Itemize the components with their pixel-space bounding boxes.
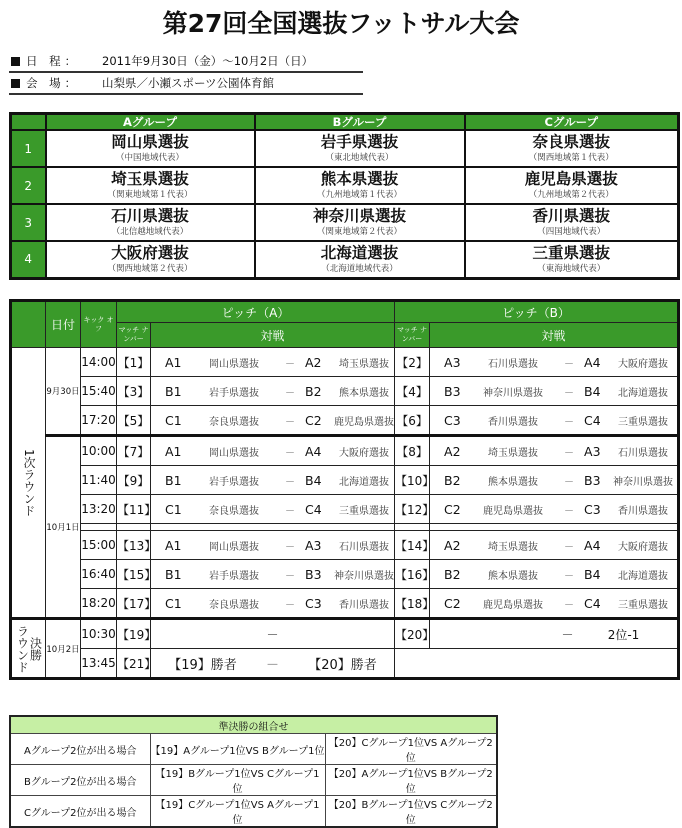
team-name: 埼玉県選抜 <box>488 541 539 553</box>
matchup <box>151 596 394 611</box>
team-code: B4 <box>584 566 601 582</box>
team-code: C1 <box>165 501 182 517</box>
team-code: B2 <box>444 472 461 488</box>
team-name: 香川県選抜 <box>532 207 610 225</box>
team-name: 岩手県選抜 <box>209 387 259 399</box>
group-team-cell <box>255 241 465 278</box>
kickoff-time: 17:20 <box>81 406 117 436</box>
empty-cell <box>395 649 679 679</box>
match-number: 【9】 <box>117 466 151 495</box>
seed-number: 3 <box>11 204 46 241</box>
team-name: 北海道選抜 <box>618 387 669 399</box>
pitch-b-match <box>430 436 679 466</box>
match-number: 【7】 <box>117 436 151 466</box>
match-number: 【19】 <box>117 619 151 649</box>
matchup <box>151 413 394 428</box>
team-name: 埼玉県選抜 <box>488 447 539 459</box>
team-region: （関西地域第２代表） <box>107 263 193 274</box>
team-name: 大阪府選抜 <box>111 243 189 262</box>
dash: － <box>285 447 295 459</box>
team-name: 石川県選抜 <box>339 541 389 553</box>
kickoff-time: 13:20 <box>81 495 117 524</box>
team-name: 神奈川県選抜 <box>334 570 394 582</box>
matchup <box>151 538 394 553</box>
matchup <box>151 473 394 488</box>
dash: － <box>564 570 575 582</box>
semifinal-case: Bグループ2位が出る場合 <box>10 765 150 796</box>
seed-number: 2 <box>11 167 46 204</box>
team-name: 大阪府選抜 <box>618 358 669 370</box>
semifinal-title: 準決勝の組合せ <box>10 716 497 734</box>
seed-number: 1 <box>11 130 46 167</box>
pitch-a-match <box>151 466 395 495</box>
pitch-b-match <box>430 377 679 406</box>
match-number: 【4】 <box>395 377 430 406</box>
groups-table <box>9 112 680 280</box>
final-round-label <box>11 619 46 679</box>
team-code: C1 <box>165 412 182 428</box>
match-number: 【10】 <box>395 466 430 495</box>
team-region: （北海道地域代表） <box>321 263 398 274</box>
kickoff-time: 18:20 <box>81 589 117 619</box>
team-name: 石川県選抜 <box>618 447 669 459</box>
kickoff-time: 10:30 <box>81 619 117 649</box>
dash: － <box>285 416 295 428</box>
group-row <box>11 130 679 167</box>
team-code: B3 <box>305 566 322 582</box>
team-name: 奈良県選抜 <box>532 133 610 151</box>
match-number: 【3】 <box>117 377 151 406</box>
team-code: C2 <box>444 595 461 611</box>
match-number: 【14】 <box>395 531 430 560</box>
pitch-b-match <box>430 406 679 436</box>
group-team-cell <box>255 130 465 167</box>
semifinal-pairing: 【20】Cグループ1位VS Aグループ2位 <box>325 734 497 765</box>
team-name: 石川県選抜 <box>111 207 189 225</box>
pitch-b-match <box>430 589 679 619</box>
group-header: Cグループ <box>465 114 679 131</box>
group-team-cell <box>46 167 255 204</box>
matchup <box>430 384 677 399</box>
team-name: 鹿児島県選抜 <box>334 416 394 428</box>
team-code: B1 <box>165 472 182 488</box>
team-code: C4 <box>584 595 601 611</box>
team-code: B1 <box>165 383 182 399</box>
pitch-a-match <box>151 495 395 524</box>
matchup <box>430 473 677 488</box>
final-row <box>11 649 679 679</box>
spacer <box>117 524 151 531</box>
match-number: 【12】 <box>395 495 430 524</box>
team-code: C3 <box>444 412 461 428</box>
team-name: 神奈川県選抜 <box>483 387 544 399</box>
header-pitch-a: ピッチ（A） <box>117 301 395 323</box>
team-code: C2 <box>305 412 322 428</box>
matchup <box>151 355 394 370</box>
group-team-cell <box>465 130 679 167</box>
dash: － <box>285 599 295 611</box>
team-code: A1 <box>165 537 182 553</box>
pitch-a-match <box>151 348 395 377</box>
team-code: A2 <box>444 443 461 459</box>
match-number: 【8】 <box>395 436 430 466</box>
match-number: 【17】 <box>117 589 151 619</box>
semifinal-pairing: 【19】Bグループ1位VS Cグループ1位 <box>150 765 325 796</box>
group-team-cell <box>465 241 679 278</box>
semifinal-case: Cグループ2位が出る場合 <box>10 796 150 828</box>
final-label-part: 決勝 <box>28 636 43 661</box>
dash: － <box>285 541 295 553</box>
team-code: B4 <box>305 472 322 488</box>
dash: － <box>564 599 575 611</box>
team-code: C4 <box>305 501 322 517</box>
dash: － <box>285 570 295 582</box>
dash: － <box>285 505 295 517</box>
team-region: （東北地域代表） <box>325 153 394 163</box>
team-name: 香川県選抜 <box>618 505 669 517</box>
matchup <box>151 502 394 517</box>
round1-label-text: 1次ラウンド <box>22 448 36 517</box>
team-name: 岩手県選抜 <box>209 476 259 488</box>
semifinal-row <box>10 765 497 796</box>
match-number: 【6】 <box>395 406 430 436</box>
final-round-label-text <box>16 625 42 673</box>
seed-number: 4 <box>11 241 46 278</box>
page-title: 第27回全国選抜フットサル大会 <box>162 9 520 38</box>
matchup <box>430 444 677 459</box>
team-name: 鹿児島県選抜 <box>483 599 544 611</box>
team-code: A3 <box>584 443 601 459</box>
header-blank <box>11 301 46 348</box>
match-number: 【11】 <box>117 495 151 524</box>
team-name: 北海道選抜 <box>618 570 669 582</box>
match-row <box>11 466 679 495</box>
group-row <box>11 167 679 204</box>
kickoff-time: 13:45 <box>81 649 117 679</box>
matchup <box>430 538 677 553</box>
team-name: 大阪府選抜 <box>339 447 389 459</box>
team-name: 北海道選抜 <box>320 243 399 262</box>
group-row <box>11 241 679 278</box>
schedule-table <box>9 299 680 680</box>
header-match-no: マッチ ナンバー <box>117 323 151 348</box>
match-number: 【16】 <box>395 560 430 589</box>
info-venue <box>9 74 363 95</box>
team-code: A1 <box>165 443 182 459</box>
kickoff-time: 11:40 <box>81 466 117 495</box>
pitch-b-match <box>430 466 679 495</box>
match-date: 10月1日 <box>46 436 81 619</box>
team-name: 奈良県選抜 <box>209 599 259 611</box>
matchup <box>151 444 394 459</box>
team-region: （北信越地域代表） <box>111 227 189 237</box>
team-name: 埼玉県選抜 <box>339 358 389 370</box>
match-number: 【5】 <box>117 406 151 436</box>
final-match <box>151 649 395 679</box>
semifinal-pairing: 【19】Aグループ1位VS Bグループ1位 <box>150 734 325 765</box>
team-region: （関東地域第１代表） <box>107 190 193 200</box>
dash: － <box>564 387 575 399</box>
group-team-cell <box>46 241 255 278</box>
match-row <box>11 531 679 560</box>
dash: － <box>285 358 295 370</box>
team-region: （九州地域第２代表） <box>528 190 614 200</box>
team-name: 神奈川県選抜 <box>613 476 674 488</box>
group-header: Aグループ <box>46 114 255 131</box>
dash: － <box>564 358 575 370</box>
team-code: A1 <box>165 354 182 370</box>
spacer <box>81 524 117 531</box>
pitch-a-match <box>151 619 395 649</box>
team-name: 熊本県選抜 <box>488 476 539 488</box>
spacer <box>430 524 679 531</box>
team-name: 熊本県選抜 <box>339 387 389 399</box>
dash: － <box>266 627 279 642</box>
team-name: 三重県選抜 <box>618 416 669 428</box>
kickoff-time: 10:00 <box>81 436 117 466</box>
group-team-cell <box>46 204 255 241</box>
team-code: A2 <box>444 537 461 553</box>
team-name: 奈良県選抜 <box>209 505 259 517</box>
group-row <box>11 204 679 241</box>
semifinal-pairing: 【19】Cグループ1位VS Aグループ1位 <box>150 796 325 828</box>
final-right: 【20】勝者 <box>308 657 377 673</box>
pitch-a-match <box>151 531 395 560</box>
group-header: Bグループ <box>255 114 465 131</box>
match-row <box>11 495 679 524</box>
dash: － <box>561 627 574 642</box>
team-code: C3 <box>584 501 601 517</box>
team-name: 三重県選抜 <box>339 505 389 517</box>
team-name: 岡山県選抜 <box>111 133 189 151</box>
team-name: 岩手県選抜 <box>320 133 399 151</box>
team-name: 香川県選抜 <box>488 416 539 428</box>
team-region: （東海地域代表） <box>537 263 606 274</box>
team-name: 北海道選抜 <box>339 476 389 488</box>
pitch-a-match <box>151 406 395 436</box>
semifinal-pairing: 【20】Bグループ1位VS Cグループ2位 <box>325 796 497 828</box>
square-bullet-icon <box>11 57 20 66</box>
matchup <box>430 567 677 582</box>
pitch-b-match <box>430 348 679 377</box>
match-row <box>11 436 679 466</box>
header-versus: 対戦 <box>151 323 395 348</box>
semifinal-row <box>10 796 497 828</box>
spacer <box>151 524 395 531</box>
team-name: 三重県選抜 <box>618 599 669 611</box>
team-name: 熊本県選抜 <box>488 570 539 582</box>
team-code: C4 <box>584 412 601 428</box>
group-team-cell <box>465 204 679 241</box>
group-team-cell <box>46 130 255 167</box>
final-row <box>11 619 679 649</box>
kickoff-time: 15:40 <box>81 377 117 406</box>
seed-note: 2位-1 <box>607 627 640 642</box>
team-region: （関西地域第１代表） <box>528 153 614 163</box>
info-schedule <box>9 52 363 73</box>
semifinal-table <box>9 715 498 828</box>
team-code: C3 <box>305 595 322 611</box>
team-name: 大阪府選抜 <box>618 541 669 553</box>
match-row <box>11 406 679 436</box>
pitch-a-match <box>151 560 395 589</box>
header-match-no: マッチ ナンバー <box>395 323 430 348</box>
matchup <box>151 384 394 399</box>
semifinal-pairing: 【20】Aグループ1位VS Bグループ2位 <box>325 765 497 796</box>
match-number: 【21】 <box>117 649 151 679</box>
info-value: 2011年9月30日（金）～10月2日（日） <box>102 54 314 68</box>
final-left: 【19】勝者 <box>168 657 237 673</box>
team-name: 奈良県選抜 <box>209 416 259 428</box>
team-code: C2 <box>444 501 461 517</box>
group-team-cell <box>255 167 465 204</box>
kickoff-time: 14:00 <box>81 348 117 377</box>
team-name: 埼玉県選抜 <box>111 170 189 188</box>
dash: － <box>285 387 295 399</box>
matchup <box>430 413 677 428</box>
dash: － <box>564 476 575 488</box>
group-header-blank <box>11 114 46 131</box>
matchup <box>430 355 677 370</box>
team-code: C1 <box>165 595 182 611</box>
round1-label <box>11 348 46 619</box>
pitch-a-match <box>151 377 395 406</box>
team-region: （中国地域代表） <box>115 153 184 163</box>
pitch-a-match <box>151 436 395 466</box>
match-number: 【18】 <box>395 589 430 619</box>
team-code: B2 <box>305 383 322 399</box>
match-row <box>11 589 679 619</box>
match-date: 9月30日 <box>46 348 81 436</box>
team-name: 熊本県選抜 <box>320 170 399 188</box>
semifinal-case: Aグループ2位が出る場合 <box>10 734 150 765</box>
team-name: 岡山県選抜 <box>209 358 259 370</box>
pitch-b-match <box>430 560 679 589</box>
dash: － <box>564 447 575 459</box>
team-name: 岡山県選抜 <box>209 447 259 459</box>
header-pitch-b: ピッチ（B） <box>395 301 679 323</box>
pitch-b-match <box>430 619 679 649</box>
square-bullet-icon <box>11 79 20 88</box>
match-row <box>11 560 679 589</box>
info-label: 日 程： <box>26 54 81 68</box>
spacer <box>395 524 430 531</box>
team-region: （四国地域代表） <box>537 227 606 237</box>
header-versus: 対戦 <box>430 323 679 348</box>
team-code: B1 <box>165 566 182 582</box>
team-code: B3 <box>444 383 461 399</box>
match-date: 10月2日 <box>46 619 81 679</box>
team-name: 香川県選抜 <box>339 599 389 611</box>
dash: － <box>564 416 575 428</box>
semifinal-row <box>10 734 497 765</box>
team-code: B4 <box>584 383 601 399</box>
match-number: 【20】 <box>395 619 430 649</box>
team-code: B2 <box>444 566 461 582</box>
pitch-a-match <box>151 589 395 619</box>
team-region: （関東地域第２代表） <box>316 227 402 237</box>
team-name: 三重県選抜 <box>532 243 610 262</box>
team-name: 岩手県選抜 <box>209 570 259 582</box>
header-date: 日付 <box>46 301 81 348</box>
kickoff-time: 15:00 <box>81 531 117 560</box>
info-value: 山梨県／小瀬スポーツ公園体育館 <box>102 76 275 90</box>
match-number: 【13】 <box>117 531 151 560</box>
kickoff-time: 16:40 <box>81 560 117 589</box>
team-code: A4 <box>584 537 601 553</box>
team-code: B3 <box>584 472 601 488</box>
team-name: 鹿児島県選抜 <box>524 170 618 188</box>
pitch-b-match <box>430 531 679 560</box>
dash: － <box>285 476 295 488</box>
team-code: A3 <box>444 354 461 370</box>
matchup <box>430 596 677 611</box>
team-code: A4 <box>305 443 322 459</box>
team-code: A2 <box>305 354 322 370</box>
team-code: A3 <box>305 537 322 553</box>
info-label: 会 場： <box>26 76 81 90</box>
team-name: 鹿児島県選抜 <box>483 505 544 517</box>
pitch-b-match <box>430 495 679 524</box>
matchup <box>151 567 394 582</box>
header-kickoff: キック オフ <box>81 301 117 348</box>
match-number: 【2】 <box>395 348 430 377</box>
dash: － <box>265 657 279 673</box>
dash: － <box>564 505 575 517</box>
group-team-cell <box>255 204 465 241</box>
match-row <box>11 377 679 406</box>
match-row <box>11 348 679 377</box>
matchup <box>430 502 677 517</box>
team-name: 岡山県選抜 <box>209 541 259 553</box>
team-code: A4 <box>584 354 601 370</box>
team-name: 石川県選抜 <box>488 358 539 370</box>
group-team-cell <box>465 167 679 204</box>
team-region: （九州地域第１代表） <box>316 190 402 200</box>
final-label-part: ラウンド <box>15 624 30 673</box>
match-number: 【15】 <box>117 560 151 589</box>
dash: － <box>564 541 575 553</box>
team-name: 神奈川県選抜 <box>312 207 406 225</box>
match-number: 【1】 <box>117 348 151 377</box>
